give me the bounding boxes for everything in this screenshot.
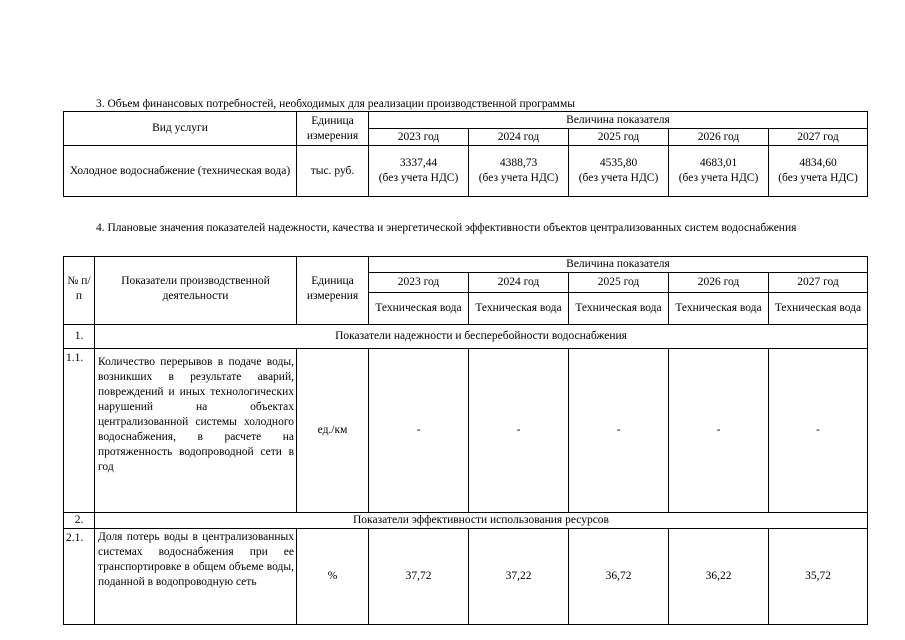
- header-number: № п/п: [64, 257, 95, 325]
- value-amount: 4834,60: [799, 157, 837, 169]
- row-number: 2.1.: [64, 529, 95, 625]
- value-cell: -: [369, 349, 469, 513]
- header-water-type: Техническая вода: [569, 293, 669, 325]
- header-service-type: Вид услуги: [64, 112, 297, 146]
- value-cell: [669, 146, 769, 197]
- header-year: 2026 год: [669, 273, 769, 293]
- indicator-text: Доля потерь воды в централизованных системах водоснабжения при ее транспортировке в общем объеме воды, поданной в водопроводную сеть: [95, 529, 297, 625]
- header-year: 2026 год: [669, 129, 769, 146]
- group-row: [64, 325, 868, 349]
- group-row: [64, 513, 868, 529]
- header-value: Величина показателя: [369, 257, 868, 273]
- value-note: (без учета НДС): [778, 172, 858, 184]
- header-year: 2025 год: [569, 273, 669, 293]
- financial-needs-table: [63, 111, 868, 197]
- value-cell: 35,72: [769, 529, 868, 625]
- value-cell: 37,22: [469, 529, 569, 625]
- value-cell: [769, 146, 868, 197]
- service-name-cell: Холодное водоснабжение (техническая вода): [64, 146, 297, 197]
- value-note: (без учета НДС): [378, 172, 459, 184]
- value-note: (без учета НДС): [678, 172, 759, 184]
- value-cell: [469, 146, 569, 197]
- value-cell: 36,72: [569, 529, 669, 625]
- reliability-indicators-table: [63, 256, 868, 625]
- value-cell: -: [769, 349, 868, 513]
- header-year: 2027 год: [769, 273, 868, 293]
- unit-cell: тыс. руб.: [297, 146, 369, 197]
- value-cell: -: [469, 349, 569, 513]
- header-year: 2023 год: [369, 273, 469, 293]
- header-value: Величина показателя: [369, 112, 868, 129]
- value-cell: 37,72: [369, 529, 469, 625]
- header-year: 2024 год: [469, 273, 569, 293]
- table-row: [64, 349, 868, 513]
- group-title: Показатели надежности и бесперебойности водоснабжения: [95, 325, 868, 349]
- group-number: 2.: [64, 513, 95, 529]
- indicator-text: Количество перерывов в подаче воды, возникших в результате аварий, повреждений и иных технологических нарушений на объектах централизованной системы холодного водоснабжения, в расчете на протяженность водопроводной сети в год: [95, 349, 297, 513]
- header-water-type: Техническая вода: [369, 293, 469, 325]
- header-year: 2023 год: [369, 129, 469, 146]
- value-cell: [569, 146, 669, 197]
- value-note: (без учета НДС): [478, 172, 559, 184]
- value-cell: -: [569, 349, 669, 513]
- header-indicator: Показатели производственной деятельности: [95, 257, 297, 325]
- header-year: 2025 год: [569, 129, 669, 146]
- header-water-type: Техническая вода: [469, 293, 569, 325]
- section-4-heading: 4. Плановые значения показателей надежности, качества и энергетической эффективности объектов централизованных систем водоснабжения: [96, 222, 797, 234]
- header-water-type: Техническая вода: [669, 293, 769, 325]
- value-cell: -: [669, 349, 769, 513]
- header-year: 2024 год: [469, 129, 569, 146]
- value-cell: 36,22: [669, 529, 769, 625]
- section-3-heading: 3. Объем финансовых потребностей, необходимых для реализации производственной программы: [96, 98, 575, 110]
- value-note: (без учета НДС): [578, 172, 659, 184]
- table-row: [64, 146, 868, 197]
- unit-cell: ед./км: [297, 349, 369, 513]
- header-water-type: Техническая вода: [769, 293, 868, 325]
- header-unit: Единица измерения: [297, 112, 369, 146]
- value-amount: 4683,01: [699, 157, 738, 169]
- table-row: [64, 529, 868, 625]
- value-amount: 4388,73: [499, 157, 538, 169]
- value-amount: 3337,44: [399, 157, 438, 169]
- header-unit: Единица измерения: [297, 257, 369, 325]
- unit-cell: %: [297, 529, 369, 625]
- row-number: 1.1.: [64, 349, 95, 513]
- group-number: 1.: [64, 325, 95, 349]
- header-year: 2027 год: [769, 129, 868, 146]
- value-cell: [369, 146, 469, 197]
- group-title: Показатели эффективности использования ресурсов: [95, 513, 868, 529]
- value-amount: 4535,80: [599, 157, 638, 169]
